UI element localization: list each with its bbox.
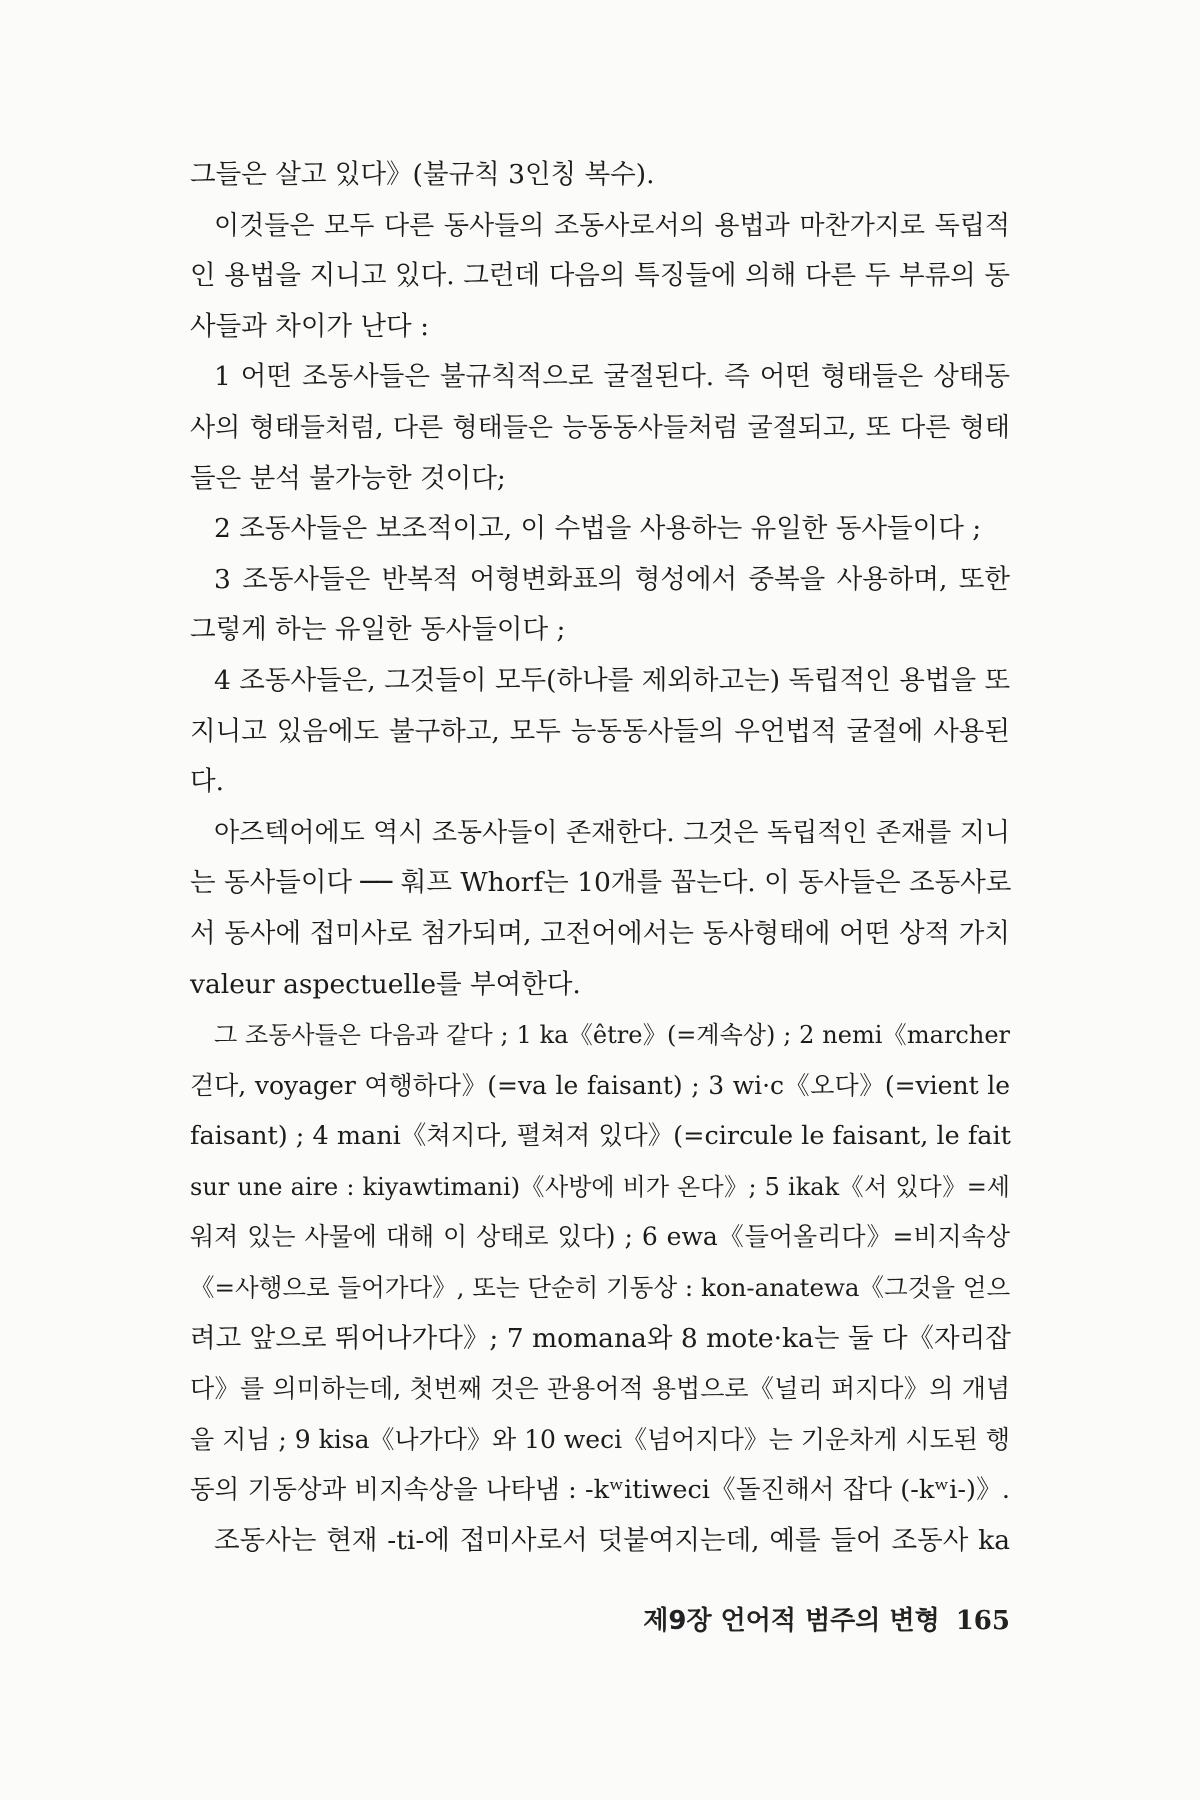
text-line: 는 동사들이다 ── 훠프 Whorf는 10개를 꼽는다. 이 동사들은 조동사로 (190, 867, 1012, 899)
text-line: 3 조동사들은 반복적 어형변화표의 형성에서 중복을 사용하며, 또한 (214, 563, 1010, 595)
text-line: 《=사행으로 들어가다》, 또는 단순히 기동상 : kon-anatewa《그것을 얻으 (190, 1273, 1011, 1303)
page-number: 165 (955, 1606, 1010, 1636)
running-footer (640, 1600, 1010, 1637)
text-line: 조동사는 현재 -ti-에 접미사로서 덧붙여지는데, 예를 들어 조동사 ka (214, 1525, 1010, 1557)
text-line: sur une aire : kiyawtimani)《사방에 비가 온다》; 5 ikak《서 있다》=세 (190, 1172, 1010, 1201)
text-line: 지니고 있음에도 불구하고, 모두 능동동사들의 우언법적 굴절에 사용된 (190, 715, 1010, 747)
text-line: 을 지님 ; 9 kisa《나가다》와 10 weci《넘어지다》는 기운차게 시도된 행 (190, 1424, 1010, 1454)
text-line: 사의 형태들처럼, 다른 형태들은 능동동사들처럼 굴절되고, 또 다른 형태 (190, 412, 1010, 443)
text-line: 서 동사에 접미사로 첨가되며, 고전어에서는 동사형태에 어떤 상적 가치 (190, 917, 1010, 949)
text-line: faisant) ; 4 mani《쳐지다, 펼쳐져 있다》(=circule le faisant, le fait (190, 1121, 1011, 1152)
text-line: 이것들은 모두 다른 동사들의 조동사로서의 용법과 마찬가지로 독립적 (214, 210, 1010, 241)
text-line: 들은 분석 불가능한 것이다; (190, 462, 506, 494)
chapter-title: 제9장 언어적 범주의 변형 (643, 1606, 940, 1636)
text-line: 4 조동사들은, 그것들이 모두(하나를 제외하고는) 독립적인 용법을 또 (214, 664, 1011, 696)
text-line: 동의 기동상과 비지속상을 나타냄 : -kʷitiweci《돌진해서 잡다 (-kʷi-)》. (190, 1475, 1010, 1506)
text-line: 1 어떤 조동사들은 불규칙적으로 굴절된다. 즉 어떤 형태들은 상태동 (214, 361, 1010, 393)
text-line: 그 조동사들은 다음과 같다 ; 1 ka《être》(=계속상) ; 2 nemi《marcher (214, 1021, 1010, 1050)
text-line: 다. (190, 766, 225, 798)
text-line: 아즈텍어에도 역시 조동사들이 존재한다. 그것은 독립적인 존재를 지니 (214, 817, 1010, 848)
text-line: 다》를 의미하는데, 첫번째 것은 관용어적 용법으로《널리 퍼지다》의 개념 (190, 1374, 1010, 1404)
text-line: valeur aspectuelle를 부여한다. (190, 968, 581, 1000)
text-line: 사들과 차이가 난다 : (190, 310, 429, 342)
text-line: 그렇게 하는 유일한 동사들이다 ; (190, 614, 566, 646)
text-line: 2 조동사들은 보조적이고, 이 수법을 사용하는 유일한 동사들이다 ; (214, 513, 982, 545)
text-line: 워져 있는 사물에 대해 이 상태로 있다) ; 6 ewa《들어올리다》=비지속상 (190, 1222, 1010, 1252)
text-line: 걷다, voyager 여행하다》(=va le faisant) ; 3 wi·c《오다》(=vient le (190, 1070, 1010, 1100)
text-line: 인 용법을 지니고 있다. 그런데 다음의 특징들에 의해 다른 두 부류의 동 (190, 260, 1010, 292)
text-line: 려고 앞으로 뛰어나가다》; 7 momana와 8 mote·ka는 둘 다《자리잡 (190, 1322, 1011, 1354)
text-line: 그들은 살고 있다》(불규칙 3인칭 복수). (190, 159, 655, 190)
body-text (190, 150, 1010, 1567)
